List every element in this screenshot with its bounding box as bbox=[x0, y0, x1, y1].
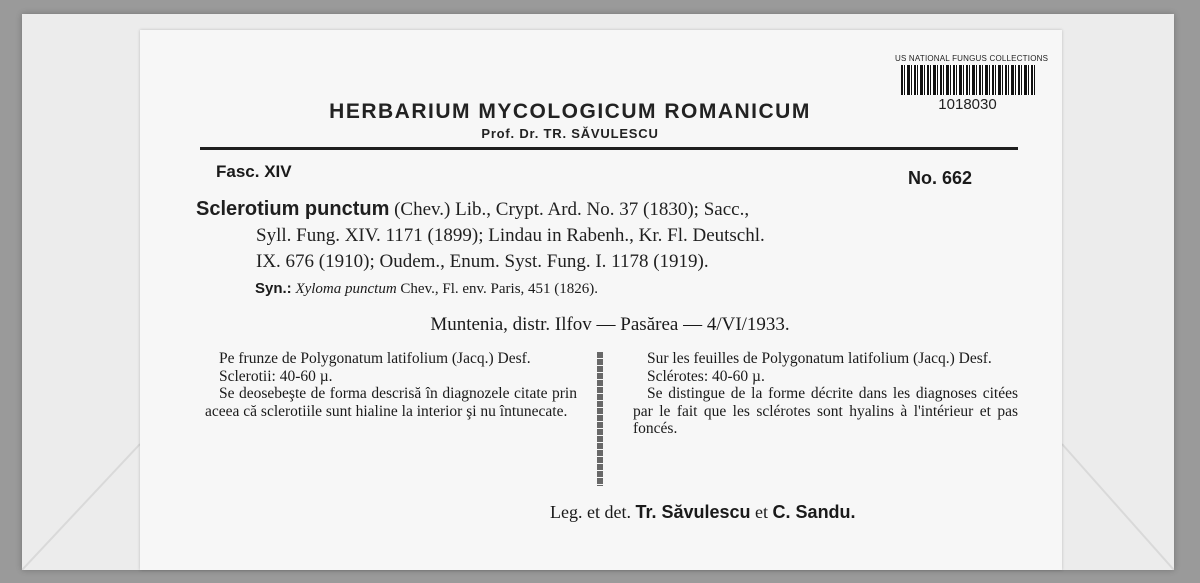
french-sclerotia-size: Sclérotes: 40-60 µ. bbox=[647, 367, 765, 385]
collectors-joiner: et bbox=[755, 502, 769, 522]
specimen-number: No. 662 bbox=[908, 168, 973, 188]
species-citation bbox=[196, 196, 1026, 275]
citation-line-1: (Chev.) Lib., Crypt. Ard. No. 37 (1830); Sacc., bbox=[394, 199, 750, 220]
romanian-sclerotia-size: Sclerotii: 40-60 µ. bbox=[219, 367, 333, 385]
herbarium-title: HERBARIUM MYCOLOGICUM ROMANICUM bbox=[329, 100, 811, 123]
synonym-label: Syn.: bbox=[255, 280, 292, 297]
collector-2: C. Sandu. bbox=[772, 502, 856, 522]
romanian-description bbox=[205, 350, 577, 420]
barcode-icon bbox=[901, 65, 1035, 95]
french-host: Sur les feuilles de Polygonatum latifolium (Jacq.) Desf. bbox=[647, 350, 992, 367]
french-note: Se distingue de la forme décrite dans les diagnoses citées par le fait que les sclérotes sont hyalins à l'intérieur et pas foncés. bbox=[633, 385, 1018, 437]
romanian-host: Pe frunze de Polygonatum latifolium (Jacq.) Desf. bbox=[219, 350, 531, 367]
collector-1: Tr. Săvulescu bbox=[635, 502, 751, 522]
synonym-name: Xyloma punctum bbox=[295, 281, 397, 297]
collectors-line bbox=[550, 502, 856, 523]
synonym-reference: Chev., Fl. env. Paris, 451 (1826). bbox=[400, 281, 599, 297]
citation-line-3: IX. 676 (1910); Oudem., Enum. Syst. Fung. I. 1178 (1919). bbox=[256, 251, 709, 272]
barcode-caption: US NATIONAL FUNGUS COLLECTIONS bbox=[895, 54, 1049, 63]
herbarium-subtitle: Prof. Dr. TR. SĂVULESCU bbox=[481, 126, 659, 141]
citation-line-2: Syll. Fung. XIV. 1171 (1899); Lindau in Rabenh., Kr. Fl. Deutschl. bbox=[256, 225, 765, 246]
barcode-number: 1018030 bbox=[938, 96, 997, 113]
french-description bbox=[633, 350, 1018, 438]
collectors-prefix: Leg. et det. bbox=[550, 502, 631, 522]
fascicle: Fasc. XIV bbox=[216, 162, 292, 181]
header-rule bbox=[200, 147, 1018, 150]
romanian-note: Se deosebeşte de forma descrisă în diagnozele citate prin aceea că sclerotiile sunt hialine la interior şi nu întunecate. bbox=[205, 385, 577, 420]
synonym bbox=[255, 280, 1015, 298]
locality: Muntenia, distr. Ilfov — Pasărea — 4/VI/1933. bbox=[430, 314, 790, 335]
species-name: Sclerotium punctum bbox=[196, 198, 390, 220]
column-divider bbox=[597, 352, 603, 486]
